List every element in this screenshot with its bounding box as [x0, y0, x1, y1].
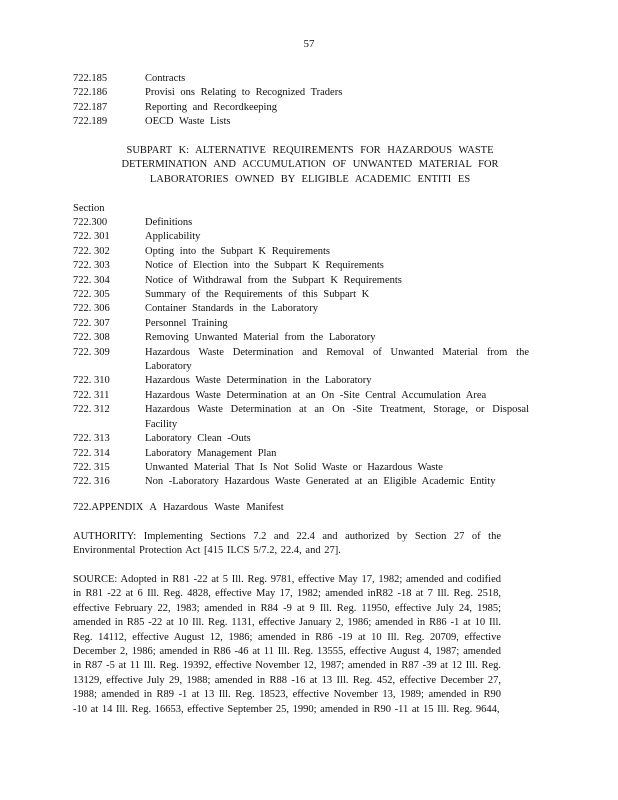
- section-title: Laboratory Management Plan: [145, 447, 277, 459]
- toc-main-list: [73, 216, 529, 490]
- section-title: Notice of Election into the Subpart K Requirements: [145, 260, 384, 272]
- section-number: 722.185: [73, 73, 108, 84]
- section-title: Container Standards in the Laboratory: [145, 303, 318, 315]
- section-number: 722. 312: [73, 404, 110, 416]
- toc-row: [73, 216, 529, 230]
- section-title: Applicability: [145, 231, 201, 243]
- section-title: Reporting and Recordkeeping: [145, 101, 277, 113]
- section-title: Hazardous Waste Determination and Removal of Unwanted Material from the Laboratory: [145, 346, 529, 373]
- section-title: Non -Laboratory Hazardous Waste Generated at an Eligible Academic Entity: [145, 476, 496, 488]
- toc-row: [73, 302, 529, 316]
- toc-row: [73, 461, 529, 475]
- section-number: 722. 302: [73, 245, 110, 257]
- toc-top-list: [73, 72, 529, 130]
- toc-row: [73, 288, 529, 302]
- section-number: 722. 309: [73, 346, 110, 358]
- toc-row: [73, 374, 529, 388]
- section-column-label: Section: [73, 203, 105, 214]
- section-title: Contracts: [145, 73, 186, 84]
- section-title: Hazardous Waste Determination in the Laboratory: [145, 375, 372, 387]
- toc-row: [73, 389, 529, 403]
- section-number: 722. 303: [73, 260, 110, 272]
- toc-row: [73, 259, 529, 273]
- toc-row: [73, 101, 529, 115]
- section-title: Hazardous Waste Determination at an On -Site Central Accumulation Area: [145, 389, 487, 401]
- section-number: 722.187: [73, 101, 108, 113]
- section-number: 722.186: [73, 87, 108, 99]
- section-number: 722.189: [73, 116, 108, 128]
- section-number: 722. 314: [73, 447, 110, 459]
- section-title: Notice of Withdrawal from the Subpart K Requirements: [145, 274, 402, 286]
- toc-row: [73, 432, 529, 446]
- toc-row: [73, 274, 529, 288]
- section-number: 722. 307: [73, 317, 110, 329]
- section-title: Opting into the Subpart K Requirements: [145, 245, 331, 257]
- section-title: Definitions: [145, 217, 193, 228]
- section-title: Summary of the Requirements of this Subpart K: [145, 289, 370, 301]
- toc-row: [73, 72, 529, 86]
- section-title: OECD Waste Lists: [145, 116, 231, 128]
- section-number: 722. 311: [73, 389, 110, 401]
- appendix-entry: 722.APPENDIX A Hazardous Waste Manifest: [73, 502, 284, 513]
- subpart-heading: SUBPART K: ALTERNATIVE REQUIREMENTS FOR HAZARDOUS WASTE DETERMINATION AND ACCUMULATION OF UNWANTED MATERIAL FOR LABORATORIES OWNED BY ELIGIBLE ACADEMIC ENTITI ES: [121, 145, 499, 185]
- section-number: 722. 310: [73, 375, 110, 387]
- section-title: Personnel Training: [145, 317, 228, 329]
- toc-row: [73, 403, 529, 432]
- section-title: Removing Unwanted Material from the Laboratory: [145, 332, 376, 344]
- toc-row: [73, 317, 529, 331]
- section-number: 722. 305: [73, 289, 110, 301]
- toc-row: [73, 230, 529, 244]
- page-number: 57: [303, 38, 315, 50]
- toc-row: [73, 245, 529, 259]
- toc-row: [73, 86, 529, 100]
- section-number: 722. 315: [73, 461, 110, 473]
- toc-row: [73, 346, 529, 375]
- toc-row: [73, 115, 529, 129]
- section-number: 722.300: [73, 217, 108, 228]
- toc-row: [73, 331, 529, 345]
- section-number: 722. 313: [73, 433, 110, 445]
- section-number: 722. 316: [73, 476, 110, 488]
- section-title: Provisi ons Relating to Recognized Traders: [145, 87, 343, 99]
- section-title: Unwanted Material That Is Not Solid Waste or Hazardous Waste: [145, 461, 443, 473]
- section-number: 722. 301: [73, 231, 110, 243]
- section-title: Laboratory Clean -Outs: [145, 433, 251, 445]
- source-paragraph: SOURCE: Adopted in R81 -22 at 5 Ill. Reg. 9781, effective May 17, 1982; amended and codified in R81 -22 at 6 Ill. Reg. 4828, effective May 17, 1982; amended inR82 -18 at 7 Ill. Reg. 2518, effective February 22, 1983; amended in R84 -9 at 9 Ill. Reg. 11950, effective July 24, 1985; amended in R85 -22 at 10 Ill. Reg. 1131, effective January 2, 1986; amended in R86 -1 at 10 Ill. Reg. 14112, effective August 12, 1986; amended in R86 -19 at 10 Ill. Reg. 20709, effective December 2, 1986; amended in R86 -46 at 11 Ill. Reg. 13555, effective August 4, 1987; amended in R87 -5 at 11 Ill. Reg. 19392, effective November 12, 1987; amended in R87 -39 at 12 Ill. Reg. 13129, effective July 29, 1988; amended in R88 -16 at 13 Ill. Reg. 452, effective December 27, 1988; amended in R89 -1 at 13 Ill. Reg. 18523, effective November 13, 1989; amended in R90 -10 at 14 Ill. Reg. 16653, effective September 25, 1990; amended in R90 -11 at 15 Ill. Reg. 9644,: [73, 574, 501, 715]
- toc-row: [73, 475, 529, 489]
- authority-paragraph: AUTHORITY: Implementing Sections 7.2 and 22.4 and authorized by Section 27 of the Environmental Protection Act [415 ILCS 5/7.2, 22.4, and 27].: [73, 531, 501, 557]
- section-title: Hazardous Waste Determination at an On -Site Treatment, Storage, or Disposal Facility: [145, 404, 529, 430]
- toc-row: [73, 447, 529, 461]
- section-number: 722. 304: [73, 274, 110, 286]
- section-number: 722. 308: [73, 332, 110, 344]
- section-number: 722. 306: [73, 303, 110, 315]
